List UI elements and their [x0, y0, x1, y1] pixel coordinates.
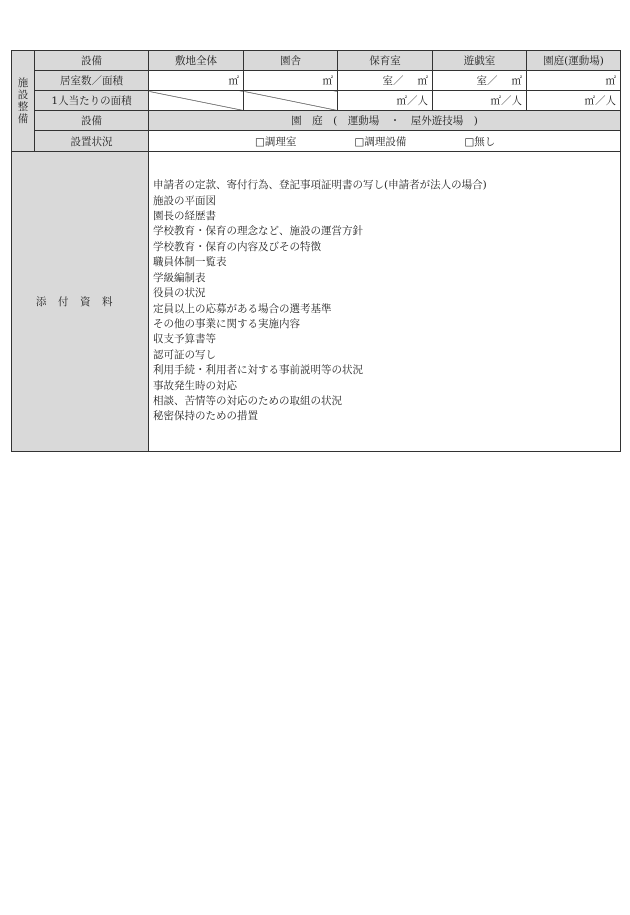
nursery-room-area-field[interactable]: 室／ ㎡ [338, 71, 433, 91]
attachment-item: 園長の経歴書 [153, 210, 216, 223]
header-nursery-room: 保育室 [338, 51, 433, 71]
header-equipment-label: 設備 [35, 51, 149, 71]
kitchen-checkbox[interactable]: □調理室 [255, 135, 297, 148]
attachment-item: 学級編制表 [153, 271, 206, 284]
attachment-item: 施設の平面図 [153, 194, 216, 207]
equipment-header-row [12, 51, 621, 71]
facility-side-label: 施設整備 [12, 51, 35, 152]
attachment-item: その他の事業に関する実施内容 [153, 317, 300, 330]
site-total-per-person-na [149, 91, 244, 111]
header-school-building: 園舎 [244, 51, 338, 71]
attachments-list [149, 152, 621, 452]
none-checkbox[interactable]: □無し [464, 135, 496, 148]
site-total-area-field[interactable]: ㎡ [149, 71, 244, 91]
per-person-row [12, 91, 621, 111]
header-garden: 園庭(運動場) [527, 51, 621, 71]
garden-per-person-field[interactable]: ㎡／人 [527, 91, 621, 111]
header-play-room: 遊戯室 [433, 51, 527, 71]
play-room-area-field[interactable]: 室／ ㎡ [433, 71, 527, 91]
equipment-label: 設備 [35, 111, 149, 131]
nursery-room-per-person-field[interactable]: ㎡／人 [338, 91, 433, 111]
attachment-item: 申請者の定款、寄付行為、登記事項証明書の写し(申請者が法人の場合) [153, 179, 487, 192]
attachment-item: 利用手続・利用者に対する事前説明等の状況 [153, 364, 363, 377]
attachment-item: 事故発生時の対応 [153, 379, 237, 392]
attachment-item: 定員以上の応募がある場合の選考基準 [153, 302, 332, 315]
garden-area-field[interactable]: ㎡ [527, 71, 621, 91]
per-person-label: 1人当たりの面積 [35, 91, 149, 111]
kitchen-equipment-checkbox[interactable]: □調理設備 [354, 135, 407, 148]
attachment-item: 秘密保持のための措置 [153, 410, 258, 423]
attachments-row [12, 152, 621, 452]
equipment-row [12, 111, 621, 131]
attachment-item: 学校教育・保育の内容及びその特徴 [153, 240, 321, 253]
school-building-per-person-na [244, 91, 338, 111]
installation-status-label: 設置状況 [35, 131, 149, 152]
facility-form-table [11, 50, 621, 452]
installation-status-options [149, 131, 621, 152]
play-room-per-person-field[interactable]: ㎡／人 [433, 91, 527, 111]
equipment-value: 園 庭 ( 運動場 ・ 屋外遊技場 ) [149, 111, 621, 131]
attachment-item: 学校教育・保育の理念など、施設の運営方針 [153, 225, 363, 238]
attachment-item: 認可証の写し [153, 348, 216, 361]
attachment-item: 役員の状況 [153, 287, 206, 300]
room-area-row [12, 71, 621, 91]
installation-status-row [12, 131, 621, 152]
attachments-label: 添付資料 [12, 152, 149, 452]
school-building-area-field[interactable]: ㎡ [244, 71, 338, 91]
attachment-item: 相談、苦情等の対応のための取組の状況 [153, 394, 342, 407]
attachment-item: 職員体制一覧表 [153, 256, 227, 269]
room-area-label: 居室数／面積 [35, 71, 149, 91]
header-site-total: 敷地全体 [149, 51, 244, 71]
attachment-item: 収支予算書等 [153, 333, 216, 346]
